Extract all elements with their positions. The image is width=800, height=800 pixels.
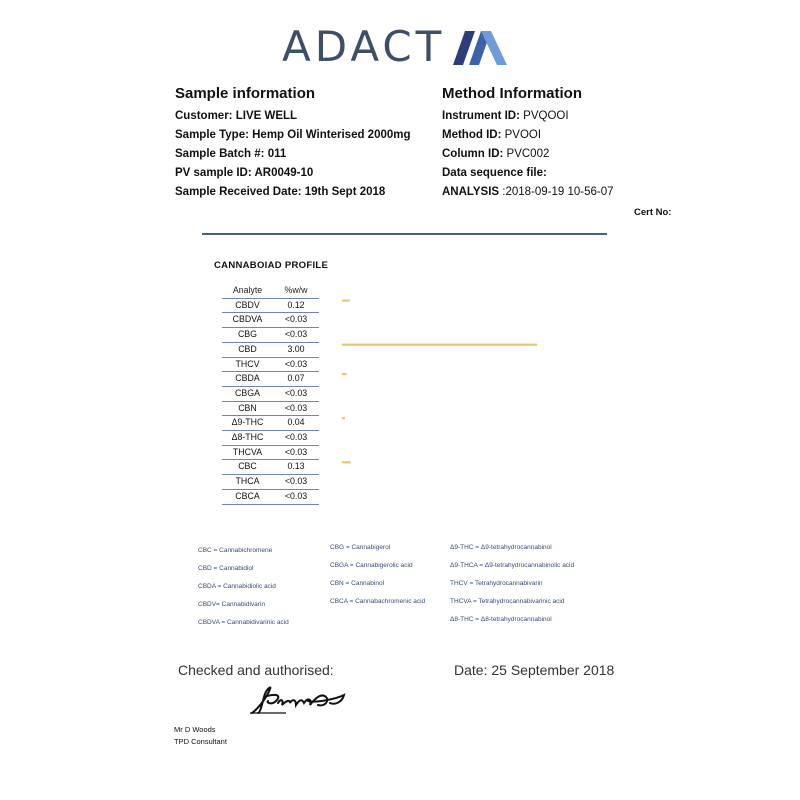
method-row [442, 183, 614, 202]
table-row [222, 298, 319, 313]
cert-number-label: Cert No: [634, 207, 672, 218]
glossary-item: Δ9-THCA = Δ9-tetrahydrocannabinolic acid [450, 562, 575, 569]
value-cell: 0.12 [273, 298, 319, 313]
glossary-item: THCVA = Tetrahydrocannabivarinic acid [450, 598, 565, 605]
sample-row [175, 164, 411, 183]
method-value: PVOOI [504, 129, 542, 141]
profile-table [222, 284, 319, 505]
value-cell: 0.07 [273, 372, 319, 387]
value-cell: <0.03 [273, 489, 319, 504]
glossary-item: Δ8-THC = Δ8-tetrahydrocannabinol [450, 616, 552, 623]
analyte-cell: CBD [222, 342, 273, 357]
sample-label: Customer: [175, 110, 233, 122]
logo [282, 22, 509, 72]
glossary-item: CBC = Cannabichromene [198, 547, 273, 554]
analyte-cell: CBC [222, 460, 273, 475]
table-row [222, 475, 319, 490]
table-row [222, 372, 319, 387]
glossary-item: Δ9-THC = Δ9-tetrahydrocannabinol [450, 544, 552, 551]
table-row [222, 460, 319, 475]
method-value: :2018-09-19 10-56-07 [502, 186, 614, 198]
sample-label: Sample Received Date: [175, 186, 302, 198]
glossary-item: CBGA = Cannabigerolic acid [330, 562, 413, 569]
analyte-cell: THCV [222, 357, 273, 372]
analyte-header: Analyte [232, 285, 263, 295]
glossary-column-2 [330, 543, 425, 615]
bar-cbd [342, 344, 537, 346]
analyte-cell: CBN [222, 401, 273, 416]
sample-value: LIVE WELL [235, 110, 298, 122]
table-row [222, 416, 319, 431]
glossary-item: CBDV= Cannabidivarin [198, 601, 266, 608]
value-cell: <0.03 [273, 475, 319, 490]
method-row [442, 107, 614, 126]
analyte-cell: CBDV [222, 298, 273, 313]
sample-value: Hemp Oil Winterised 2000mg [252, 129, 411, 141]
method-label: Column ID: [442, 148, 504, 160]
divider [202, 233, 607, 235]
analyte-cell: CBDVA [222, 313, 273, 328]
method-row [442, 126, 614, 145]
sample-value: AR0049-10 [254, 167, 314, 179]
table-row [222, 445, 319, 460]
value-cell: <0.03 [273, 445, 319, 460]
table-row [222, 357, 319, 372]
glossary-item: CBD = Cannabidiol [198, 565, 254, 572]
value-cell: <0.03 [273, 431, 319, 446]
bar-δ9-thc [342, 417, 345, 419]
method-label: ANALYSIS [442, 186, 500, 198]
method-information [442, 84, 614, 202]
analyte-cell: THCVA [222, 445, 273, 460]
value-header: %w/w [284, 285, 308, 295]
table-row [222, 328, 319, 343]
signer-name: Mr D Woods [174, 725, 216, 734]
method-heading: Method Information [442, 85, 582, 102]
report-date: Date: 25 September 2018 [454, 662, 615, 678]
sample-row [175, 145, 411, 164]
table-row [222, 342, 319, 357]
sample-label: Sample Batch #: [175, 148, 265, 160]
glossary-column-3 [450, 543, 574, 633]
value-cell: 0.04 [273, 416, 319, 431]
analyte-cell: Δ8-THC [222, 431, 273, 446]
bar-cbc [342, 461, 351, 463]
signer-block [174, 724, 227, 748]
analyte-cell: CBGA [222, 386, 273, 401]
glossary-item: CBCA = Cannabachromenic acid [330, 598, 426, 605]
glossary-item: CBN = Cannabinol [330, 580, 385, 587]
bar-cbdv [342, 300, 350, 302]
sample-row [175, 183, 411, 202]
value-cell: <0.03 [273, 357, 319, 372]
table-row [222, 386, 319, 401]
logo-mark-icon [451, 27, 509, 67]
value-cell: 0.13 [273, 460, 319, 475]
sample-value: 011 [267, 148, 287, 160]
sample-row [175, 126, 411, 145]
signer-title: TPD Consultant [174, 737, 227, 746]
sample-heading: Sample information [175, 85, 316, 102]
analyte-cell: CBCA [222, 489, 273, 504]
analyte-cell: CBG [222, 328, 273, 343]
table-row [222, 431, 319, 446]
cannabinoid-bar-chart [340, 284, 550, 484]
analyte-cell: Δ9-THC [222, 416, 273, 431]
analyte-cell: THCA [222, 475, 273, 490]
glossary-item: THCV = Tetrahydrocannabivarin [450, 580, 543, 587]
sample-label: PV sample ID: [175, 167, 252, 179]
value-cell: <0.03 [273, 401, 319, 416]
method-row [442, 145, 614, 164]
value-cell: <0.03 [273, 313, 319, 328]
glossary-item: CBG = Cannabigerol [330, 544, 391, 551]
method-row [442, 164, 614, 183]
value-cell: 3.00 [273, 342, 319, 357]
method-label: Instrument ID: [442, 110, 520, 122]
profile-header-row [222, 284, 319, 298]
sample-value: 19th Sept 2018 [304, 186, 386, 198]
profile-title: CANNABOIAD PROFILE [214, 260, 329, 271]
method-label: Method ID: [442, 129, 502, 141]
glossary-item: CBDVA = Cannabidivarinic acid [198, 619, 289, 626]
method-value: PVQOOI [523, 110, 569, 122]
glossary-column-1 [198, 546, 289, 636]
bar-cbda [342, 373, 347, 375]
checked-authorised: Checked and authorised: [178, 662, 334, 678]
sample-label: Sample Type: [175, 129, 249, 141]
glossary-item: CBDA = Cannabidiolic acid [198, 583, 276, 590]
value-cell: <0.03 [273, 386, 319, 401]
table-row [222, 313, 319, 328]
sample-row [175, 107, 411, 126]
method-label: Data sequence file: [442, 167, 547, 179]
table-row [222, 401, 319, 416]
logo-text: ADACT [282, 22, 446, 71]
analyte-cell: CBDA [222, 372, 273, 387]
table-row [222, 489, 319, 504]
method-value: PVC002 [506, 148, 550, 160]
sample-information [175, 84, 411, 202]
signature [246, 683, 351, 717]
value-cell: <0.03 [273, 328, 319, 343]
